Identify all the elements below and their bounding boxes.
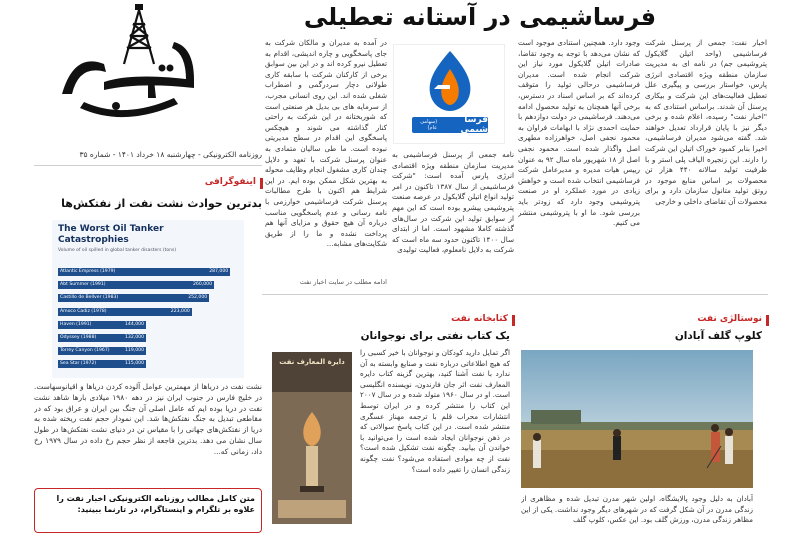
- chart-bar: [58, 268, 230, 276]
- lead-article-col-3: نامه جمعی از پرسنل فرساشیمی به مدیریت سازمان منطقه ویژه اقتصادی انرژی پارس آمده است: "شرکت فرساشیمی از سال ۱۳۸۷ تاکنون در امر تولید انواع اتیلن گلایکول در عرصه صنعت پتروشیمی پیشرو بوده است که این مهم از سوابق تولید این شرکت در سال‌های گذشته کاملا مشهود است. اما از ابتدای سال ۱۴۰۰ تاکنون حدود سه ماه است که شرکت به دلایل نامعلوم، فعالیت تولیدی: [392, 150, 514, 255]
- chart-bar-row: [58, 294, 238, 302]
- nostalgia-title: کلوپ گلف آبادان: [674, 330, 762, 342]
- flame-icon: [394, 45, 506, 115]
- chart-value-label: 132,000: [125, 335, 144, 340]
- chart-bar-row: [58, 347, 238, 355]
- library-text: اگر تمایل دارید کودکان و نوجوانان با خیر کسبی را که هیچ اطلاعاتی درباره نفت و صنایع وابسته به آن ندارد با نفت آشنا کنید، بهترین گزینه کتاب دایره المعارف نفت اثر جان فارندون، نویسنده انگلیسی است. او در سال ۱۹۶۰ متولد شده و در سال ۲۰۰۷ این کتاب را منتشر کرده و در ایران توسط انتشارات محراب قلم با ترجمه مهناز عسگری منتشر شده است. در این کتاب پاسخ سوالاتی که در ذهن نوجوانان ایجاد شده است را می‌توانید با خواندن آن بیابید. چگونه نفت تشکیل شده است؟ نفت از چه موادی استفاده می‌شود؟ نفت چگونه زندگی انسان را تغییر داده است؟: [360, 348, 510, 474]
- lead-article-col-2: وجود دارد. همچنین استنادی موجود است که نشان می‌دهد با توجه به وجود تقاضا، صادرات اتیلن گلایکول مورد نیاز این شرکت انجام شده است. مدیران فرساشیمی درحالی تولید را متوقف کرده‌اند که بر اساس اسناد در دسترس، برخی آنها همچنان به تولید محصول ادامه می‌دهند. فرساشیمی در دولت دوازدهم با حمایت احمدی نژاد با ابهامات فراوان به محمود نجفی اصل، خواهرزاده مطهری اصل واگذار شده است. محمود نجفی اصل از ۱۸ شهریور ماه سال ۹۲ به عنوان رییس هیات مدیره و مدیرعامل شرکت فرساشیمی انتخاب شده است و خواهش زیادی در مورد عملکرد او در صنعت پتروشیمی وجود دارد که زودتر باید بررسی شود. ما او با پتروشیمی منتشر می کنیم.: [518, 38, 640, 228]
- chart-value-label: 287,000: [209, 269, 229, 274]
- chart-bar: [58, 308, 192, 316]
- masthead-logo: [44, 2, 214, 124]
- oil-spill-chart: [52, 220, 244, 378]
- nostalgia-label: نوستالژی نفت: [697, 314, 762, 324]
- article-caption[interactable]: ادامه مطلب در سایت اخبار نفت: [299, 278, 387, 286]
- chart-subtitle: Volume of oil spilled in global tanker disasters (tons): [58, 248, 177, 253]
- chart-value-label: 119,000: [125, 348, 144, 354]
- chart-bar-row: [58, 308, 238, 316]
- chart-bars: [58, 268, 238, 376]
- chart-category-label: Atlantic Empress (1979): [60, 269, 116, 274]
- chart-category-label: Odyssey (1988): [60, 335, 97, 340]
- golf-photo: [521, 350, 753, 488]
- library-label: کتابخانه نفت: [451, 314, 508, 324]
- chart-bar-row: [58, 360, 238, 368]
- chart-bar-row: [58, 281, 238, 289]
- chart-value-label: 260,000: [193, 282, 212, 288]
- chart-value-label: 115,000: [125, 361, 144, 367]
- chart-bar-row: [58, 268, 238, 276]
- chart-bar: [58, 347, 146, 355]
- chart-category-label: Abt Summer (1991): [60, 282, 106, 288]
- promo-box: [34, 488, 262, 533]
- logo-brand: فرسا شیمی (سهامی عام): [412, 117, 488, 133]
- chart-value-label: 252,000: [188, 295, 208, 301]
- page-title: فرساشیمی در آستانه تعطیلی: [303, 3, 657, 31]
- infographic-label: اینفوگرافی: [204, 177, 256, 187]
- chart-bar-row: [58, 334, 238, 342]
- dateline: روزنامه الکترونیکی - چهارشنبه ۱۸ خرداد ۱۴۰۱ - شماره ۳۵: [79, 150, 262, 159]
- book-title: دایرة المعارف نفت: [279, 358, 345, 366]
- chart-category-label: Haven (1991): [60, 321, 92, 327]
- chart-category-label: Amoco Cadiz (1978): [60, 308, 107, 314]
- infographic-text: نشت نفت در دریاها از مهمترین عوامل آلوده کردن دریاها و اقیانوسهاست. در خلیج فارس در جنوب ایران نیز در دهه ۱۹۸۰ میلادی بارها شاهد نشت نفت در دریا بوده ایم که عامل اصلی آن جنگ بین ایران و عراق بود که در مقاطعی تبدیل به جنگ نفتکش‌ها شد. این نمودار حجم نفت ریخته شده به دریا از نفتکش‌های جهانی را با مقیاس تن در دنیای نشت نفتکش‌ها در طول سال نشان می دهد. بدترین فاجعه از نظر حجم رخ داده در سال ۱۹۷۹ رخ داد، زمانی که...: [34, 382, 262, 456]
- company-logo: [393, 44, 505, 144]
- book-cover: [272, 352, 352, 524]
- chart-bar-row: [58, 321, 238, 329]
- infographic-title: بدترین حوادث نشت نفت از نفتکش‌ها: [61, 197, 262, 210]
- oil-derrick-icon: [44, 2, 214, 124]
- library-title: یک کتاب نفتی برای نوجوانان: [360, 330, 510, 342]
- chart-value-label: 223,000: [170, 308, 190, 314]
- chart-bar: [58, 334, 146, 342]
- nostalgia-text: آبادان به دلیل وجود پالایشگاه، اولین شهر مدرن تبدیل شده و مظاهری از زندگی مدرن در آن شکل گرفت که در شهرهای دیگر وجود نداشت. یکی از این مظاهر زندگی مدرن، ورزش گلف بود. این عکس، کلوپ گلف: [521, 494, 753, 525]
- chart-bar: [58, 294, 209, 302]
- chart-category-label: Torrey Canyon (1967): [60, 348, 110, 354]
- promo-text[interactable]: متن کامل مطالب روزنامه الکترونیکی اخبار نفت را علاوه بر تلگرام و اینستاگرام، در تارنما ببینید:: [56, 494, 255, 514]
- chart-category-label: Sea Star (1972): [60, 361, 97, 367]
- chart-category-label: Castillo de Bellver (1983): [60, 295, 119, 301]
- lead-article-col-1: اخبار نفت: جمعی از پرسنل شرکت فرساشیمی (واحد اتیلن گلایکول پتروشیمی جم) در نامه ای به مدیریت سازمان منطقه ویژه اقتصادی انرژی پارس، خواستار بررسی و پیگیری علل تعطیل فعالیت‌های این شرکت و بیکاری پرسنل آن شدند. براساس استنادی که به "اخبار نفت" رسیده، اعلام شده و برخی دیگر نیز با پایان قرارداد تعدیل خواهند شد. گفته می‌شود مدیران فرساشیمی، اخیرا بنابر کمبود خوراک اتیلن این شرکت را دارند. این زنجیره الیاف پلی استر و با ظرفیت تولید سالانه ۴۴۰ هزار تن محصولات بر اساس منابع موجود در روتق تولید متانول سازمان دارد و برای محصولات آن تقاضای داخلی و خارجی: [645, 38, 767, 206]
- chart-bar: [58, 360, 146, 368]
- chart-bar: [58, 281, 214, 289]
- chart-value-label: 144,000: [125, 321, 144, 327]
- lead-article-col-4: در آمده به مدیران و مالکان شرکت به جای پاسخگویی و چاره اندیشی، اقدام به تعطیل نیرو کرده اند و در این بین سوابق برخی از کارکنان شرکت با سابقه کاری طولانی دچار سردرگمی و اضطراب شغلی شده اند. این روی انسانی مجرب، از سرمایه های بی بدیل هر صنعتی است که شوربختانه در این شرکت به راحتی کنار گذاشته می شوند و هیچکس پاسخگوی این اقدام در سطح مدیریتی نبوده است. ما طی سالیان متمادی به عنوان پرسنل شرکت با تعهد و دلایل چندان کاری مشغول انجام وظایف محوله به بهترین شکل ممکن بوده ایم. در این شرایط هم اکنون با طرح مطالبات پرسنل شرکت فرساشیمی خوارزمی با نامه رسانی و عدم پاسخگویی مناسب درباره آن هیچ حقوق و مزایای آنها هم پرداخت نشده و ما را از طریق شکایت‌های مشابه...: [265, 38, 387, 249]
- chart-bar: [58, 321, 146, 329]
- chart-title: The Worst Oil Tanker Catastrophies: [58, 224, 164, 245]
